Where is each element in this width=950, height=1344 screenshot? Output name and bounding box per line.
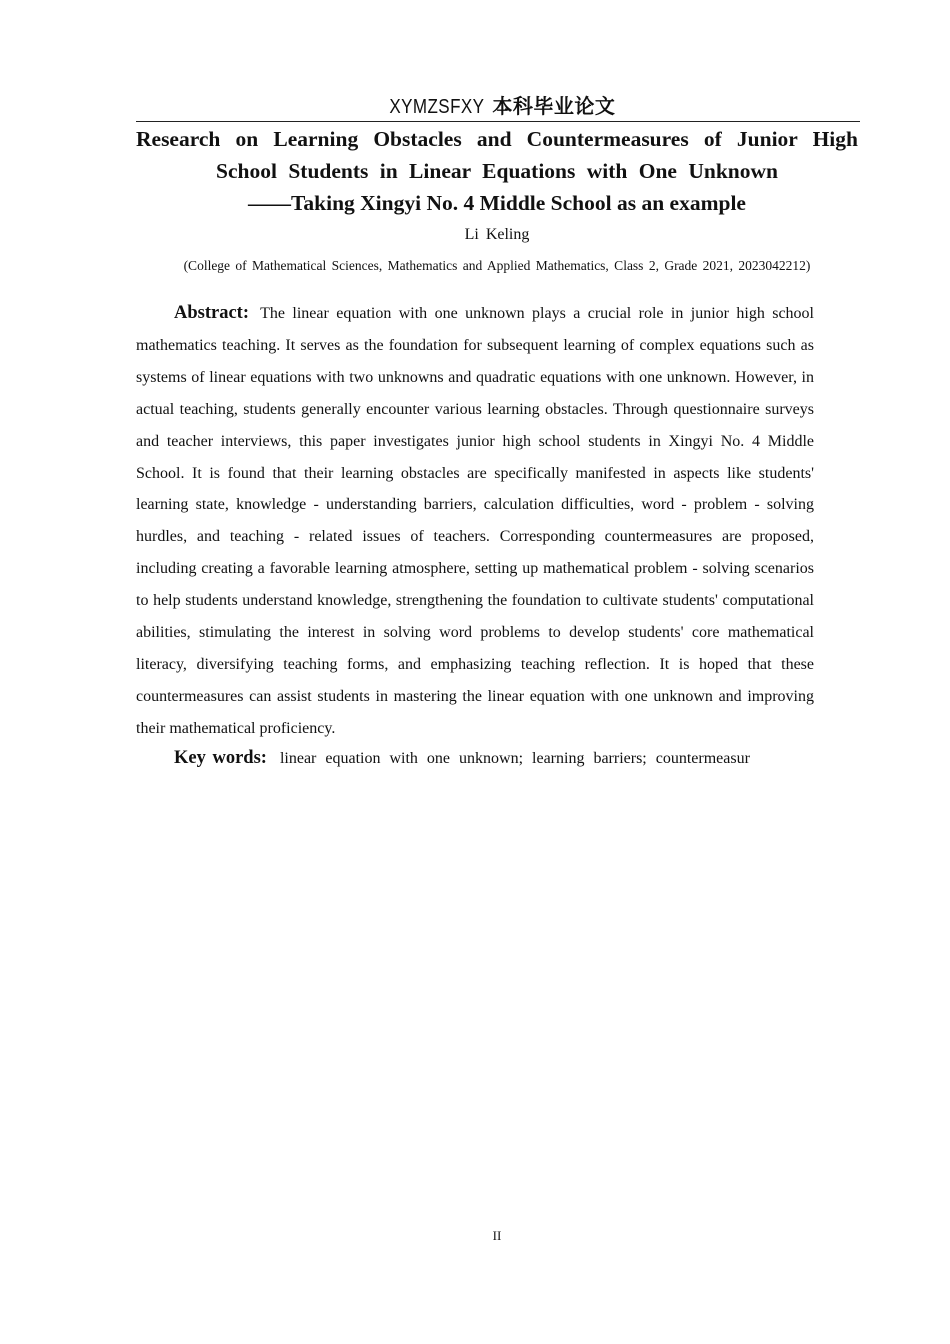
thesis-type: 本科毕业论文 — [492, 94, 616, 118]
abstract-paragraph — [136, 298, 814, 745]
title-line-2: School Students in Linear Equations with One Unknown — [216, 159, 778, 183]
paper-title — [136, 123, 858, 219]
institution-code: XYMZSFXY — [388, 96, 485, 118]
header-rule — [136, 121, 860, 122]
keywords-text: linear equation with one unknown; learning barriers; countermeasur — [279, 750, 750, 767]
keywords-paragraph — [136, 745, 814, 772]
title-line-1: Research on Learning Obstacles and Countermeasures of Junior High — [136, 127, 858, 151]
author-name: Li Keling — [464, 226, 530, 243]
abstract-text: The linear equation with one unknown plays a crucial role in junior high school mathematics teaching. It serves as the foundation for subsequent learning of complex equations such as systems of linear equations with two unknowns and quadratic equations with one unknown. However, in actual teaching, students generally encounter various learning obstacles. Through questionnaire surveys and teacher interviews, this paper investigates junior high school students in Xingyi No. 4 Middle School. It is found that their learning obstacles are specifically manifested in aspects like students' learning state, knowledge - understanding barriers, calculation difficulties, word - problem - solving hurdles, and teaching - related issues of teachers. Corresponding countermeasures are proposed, including creating a favorable learning atmosphere, setting up mathematical problem - solving scenarios to help students understand knowledge, strengthening the foundation to cultivate students' computational abilities, stimulating the interest in solving word problems to develop students' core mathematical literacy, diversifying teaching forms, and emphasizing teaching reflection. It is hoped that these countermeasures can assist students in mastering the linear equation with one unknown and improving their mathematical proficiency. — [136, 305, 814, 737]
page-number: II — [492, 1228, 502, 1243]
keywords-label: Key words: — [174, 748, 267, 768]
author-affiliation: (College of Mathematical Sciences, Mathematics and Applied Mathematics, Class 2, Grade 2021, 2023042212) — [183, 258, 811, 273]
abstract-label: Abstract: — [174, 303, 250, 323]
running-header — [136, 94, 860, 119]
title-line-3: ——Taking Xingyi No. 4 Middle School as an example — [248, 191, 746, 215]
